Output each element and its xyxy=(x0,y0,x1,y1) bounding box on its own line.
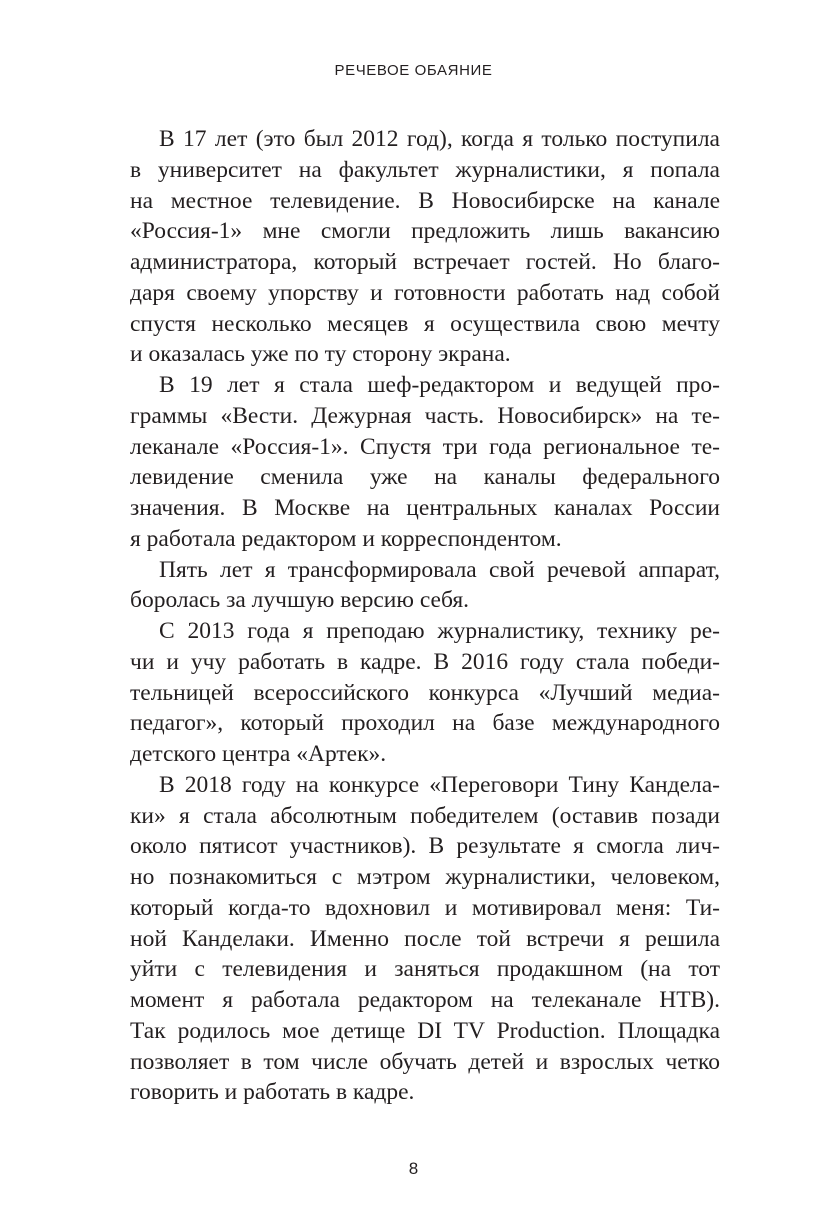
text-line: Так родилось мое детище DI TV Production. Площадка xyxy=(130,1017,720,1044)
text-line: В 19 лет я стала шеф-редактором и ведущей про- xyxy=(159,372,720,398)
text-line: значения. В Москве на центральных каналах России xyxy=(130,495,720,521)
text-line: администратора, который встречает гостей. Но благо- xyxy=(130,249,720,275)
text-line: тельницей всероссийского конкурса «Лучший медиа- xyxy=(130,679,720,706)
paragraph xyxy=(130,770,720,1108)
text-line: В 17 лет (это был 2012 год), когда я только поступила xyxy=(159,126,720,152)
text-line: момент я работала редактором на телеканале НТВ). xyxy=(130,987,720,1013)
text-line: в университет на факультет журналистики, я попала xyxy=(130,156,720,183)
text-line: граммы «Вести. Дежурная часть. Новосибирск» на те- xyxy=(130,402,720,429)
text-line: В 2018 году на конкурсе «Переговори Тину Кандела- xyxy=(159,771,720,798)
text-line: чи и учу работать в кадре. В 2016 году стала победи- xyxy=(130,648,720,675)
text-line: боролась за лучшую версию себя. xyxy=(130,587,470,614)
text-line: даря своему упорству и готовности работать над собой xyxy=(130,279,720,306)
text-line: ной Канделаки. Именно после той встречи я решила xyxy=(130,925,720,952)
text-line: говорить и работать в кадре. xyxy=(130,1079,415,1106)
text-line: детского центра «Артек». xyxy=(130,741,387,767)
text-line: «Россия-1» мне смогли предложить лишь вакансию xyxy=(130,218,720,245)
text-line: но познакомиться с мэтром журналистики, человеком, xyxy=(130,864,720,890)
text-line: Пять лет я трансформировала свой речевой аппарат, xyxy=(159,556,720,583)
text-line: на местное телевидение. В Новосибирске на канале xyxy=(130,187,720,214)
text-line: леканале «Россия-1». Спустя три года региональное те- xyxy=(130,433,720,460)
paragraph xyxy=(130,370,720,555)
paragraph xyxy=(130,555,720,617)
text-line: ки» я стала абсолютным победителем (оставив позади xyxy=(130,802,720,829)
text-line: спустя несколько месяцев я осуществила свою мечту xyxy=(130,310,720,337)
text-line: я работала редактором и корреспондентом. xyxy=(130,525,562,552)
paragraph xyxy=(130,124,720,370)
text-line: позволяет в том числе обучать детей и взрослых четко xyxy=(130,1048,720,1075)
paragraph xyxy=(130,616,720,770)
text-line: С 2013 года я преподаю журналистику, технику ре- xyxy=(159,618,720,644)
body-text xyxy=(130,124,720,1108)
text-line: и оказалась уже по ту сторону экрана. xyxy=(130,341,511,368)
running-header: РЕЧЕВОЕ ОБАЯНИЕ xyxy=(334,62,493,79)
text-line: уйти с телевидения и заняться продакшном (на тот xyxy=(130,956,720,983)
text-line: который когда-то вдохновил и мотивировал меня: Ти- xyxy=(130,894,720,921)
text-line: левидение сменила уже на каналы федерального xyxy=(130,464,720,491)
text-line: около пятисот участников). В результате я смогла лич- xyxy=(130,833,720,860)
page-number: 8 xyxy=(408,1159,419,1178)
text-line: педагог», который проходил на базе международного xyxy=(130,710,720,737)
